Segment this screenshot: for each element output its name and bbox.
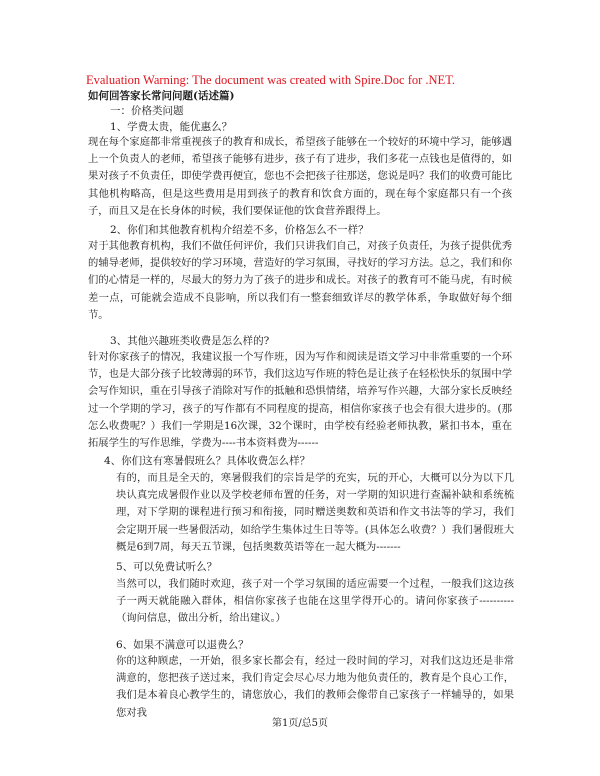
answer-paragraph: 现在每个家庭都非常重视孩子的教育和成长，希望孩子能够在一个较好的环境中学习，能够遇上一个负责人的老师，希望孩子能够有进步，孩子有了进步，我们多花一点钱也是值得的，如果对孩子不负责任，即使学费再便宜，您也不会把孩子往那送，您说是吗？我们的收费可能比其他机构略高，但是这些费用是用到孩子的教育和饮食方面的，现在每个家庭都只有一个孩子，而且又是在长身体的时候，我们要保证他的饮食营养跟得上。: [88, 136, 512, 217]
question-heading: 4、你们这有寒暑假班么？具体收费怎么样？: [104, 455, 311, 467]
question-heading: 3、其他兴趣班类收费是怎么样的?: [110, 335, 270, 347]
answer-paragraph: 你的这种顾虑，一开始，很多家长都会有，经过一段时间的学习，对我们这边还是非常满意的，您把孩子送过来，我们肯定会尽心尽力地为他负责任的，教育是个良心工作，我们是本着良心教学生的，请您放心，我们的教师会像带自己家孩子一样辅导的，如果您对我: [116, 655, 514, 719]
page-footer: 第1页/总5页: [271, 718, 329, 729]
answer-paragraph: 当然可以，我们随时欢迎，孩子对一个学习氛围的适应需要一个过程，一般我们这边孩子一两天就能融入群体，相信你家孩子也能在这里学得开心的。请问你家孩子----------（询问信息，做出分析，给出建议。）: [116, 578, 514, 625]
answer-paragraph: 针对你家孩子的情况，我建议报一个写作班，因为写作和阅读是语文学习中非常重要的一个环节，也是大部分孩子比较薄弱的环节，我们这边写作班的特色是让孩子在轻松快乐的氛围中学会写作知识，重在引导孩子消除对写作的抵触和恐惧情绪，培养写作兴趣，大部分家长反映经过一个学期的学习，孩子的写作都有不同程度的提高，相信你家孩子也会有很大进步的。(那怎么收费呢？）我们一学期是16次课，32个课时，由学校有经验老师执教，紧扣书本，重在拓展学生的写作思维，学费为----书本资料费为------: [88, 351, 512, 450]
evaluation-warning: Evaluation Warning: The document was created with Spire.Doc for .NET.: [86, 73, 456, 87]
question-heading: 2、你们和其他教育机构介绍差不多，价格怎么不一样？: [110, 224, 369, 236]
question-heading: 1、学费太贵，能优惠么？: [110, 121, 233, 133]
document-title: 如何回答家长常问问题(话述篇): [88, 90, 235, 102]
question-heading: 5、可以免费试听么？: [116, 561, 218, 573]
section-heading: 一：价格类问题: [110, 105, 184, 117]
question-heading: 6、如果不满意可以退费么？: [116, 639, 249, 651]
answer-paragraph: 对于其他教育机构，我们不做任何评价，我们只讲我们自己，对孩子负责任，为孩子提供优秀的辅导老师，提供较好的学习环境，营造好的学习氛围，寻找好的学习方法。总之，我们和你们的心情是一样的，尽最大的努力为了孩子的进步和成长。对孩子的教育可不能马虎，有时候差一点，可能就会造成不良影响，所以我们有一整套细致详尽的教学体系，争取做好每个细节。: [88, 240, 512, 321]
answer-paragraph: 有的，而且是全天的，寒暑假我们的宗旨是学的充实，玩的开心，大概可以分为以下几块认真完成暑假作业以及学校老师布置的任务，对一学期的知识进行查漏补缺和系统梳理，对下学期的课程进行预习和衔接，同时赠送奥数和英语和作文书法等的学习，我们会定期开展一些暑假活动，如给学生集体过生日等等。(具体怎么收费？）我们暑假班大概是6到7周，每天五节课，包括奥数英语等在一起大概为-------: [116, 472, 514, 553]
